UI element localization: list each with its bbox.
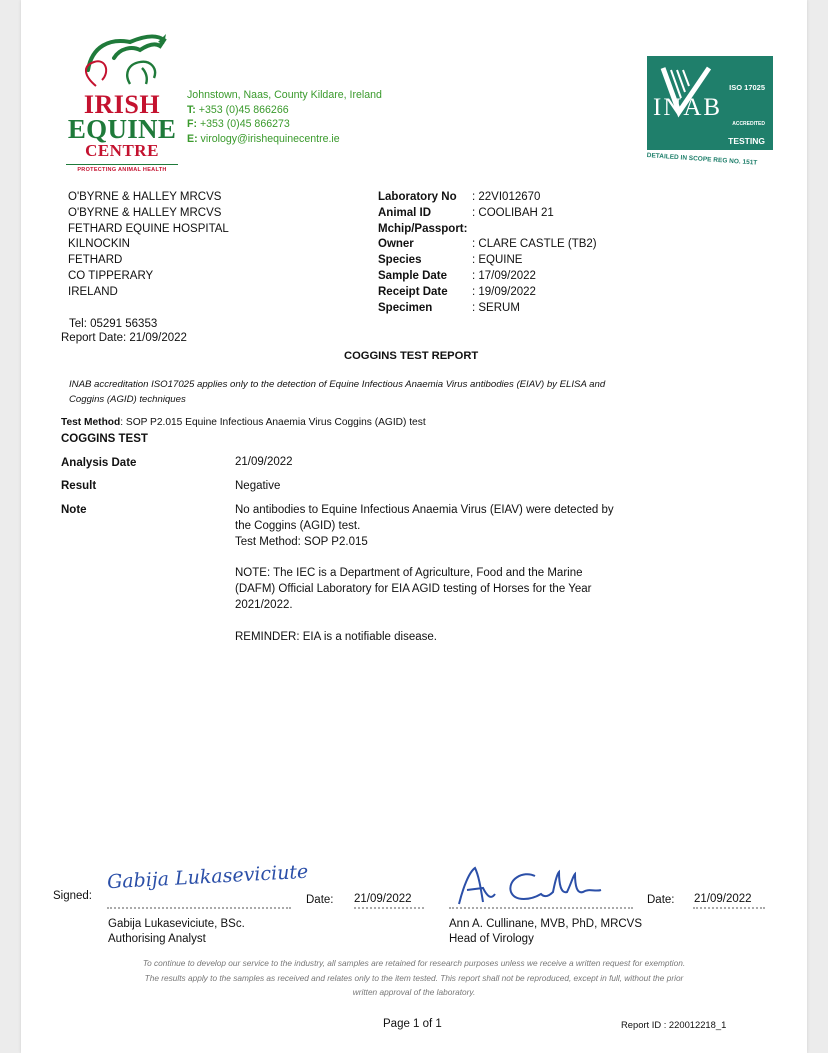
note-text	[235, 503, 614, 646]
test-method	[61, 417, 426, 428]
recipient-line: FETHARD EQUINE HOSPITAL	[68, 222, 229, 235]
page-number: Page 1 of 1	[383, 1018, 442, 1030]
signed-label: Signed:	[53, 890, 93, 902]
lab-detail-label: Animal ID	[378, 206, 432, 219]
lab-detail-value: : COOLIBAH 21	[472, 206, 554, 219]
recipient-line: FETHARD	[68, 254, 123, 267]
report-title: COGGINS TEST REPORT	[344, 350, 479, 362]
signature-cullinane	[449, 862, 609, 910]
accreditation-note	[69, 377, 605, 407]
signature-line-right	[449, 907, 633, 909]
section-title: COGGINS TEST	[61, 433, 148, 445]
report-date: Report Date: 21/09/2022	[61, 332, 187, 344]
contact-email[interactable]: virology@irishequinecentre.ie	[200, 133, 340, 146]
report-id: Report ID : 220012218_1	[621, 1019, 727, 1030]
lab-detail-row	[378, 190, 597, 206]
signer-title-left: Authorising Analyst	[108, 933, 206, 945]
inab-scope: DETAILED IN SCOPE REG NO. 151T	[646, 152, 758, 167]
lab-detail-label: Laboratory No	[378, 191, 457, 203]
contact-address: Johnstown, Naas, County Kildare, Ireland	[187, 89, 382, 101]
logo-equine: EQUINE	[67, 114, 177, 144]
disclaimer	[91, 956, 737, 1000]
inab-accredited: ACCREDITED	[732, 121, 765, 127]
lab-detail-row	[378, 253, 597, 269]
contact-fax-row	[187, 117, 382, 132]
contact-block	[187, 88, 382, 147]
note-line: Test Method: SOP P2.015	[235, 535, 368, 548]
date-line-right	[693, 907, 765, 909]
accreditation-note-line: INAB accreditation ISO17025 applies only to the detection of Equine Infectious Anaemia Virus antibodies (EIAV) by ELISA and	[69, 379, 606, 390]
note-line	[235, 550, 614, 566]
date-label-right: Date:	[647, 894, 675, 906]
inab-standard: ISO 17025	[729, 83, 765, 92]
contact-phone-row	[187, 103, 382, 118]
note-line: 2021/2022.	[235, 598, 293, 611]
note-label: Note	[61, 504, 87, 516]
test-method-label: Test Method	[61, 417, 121, 428]
note-line: REMINDER: EIA is a notifiable disease.	[235, 630, 437, 643]
lab-detail-value: : EQUINE	[472, 254, 523, 267]
date-line-left	[354, 907, 424, 909]
result-value: Negative	[235, 480, 281, 492]
inab-name: INAB	[653, 94, 723, 121]
lab-detail-value: : 22VI012670	[472, 191, 541, 203]
date-value-left: 21/09/2022	[354, 893, 412, 905]
recipient-line: O'BYRNE & HALLEY MRCVS	[68, 206, 222, 219]
iec-logo	[66, 28, 178, 178]
lab-detail-value: : SERUM	[472, 301, 520, 314]
signature-lukaseviciute: Gabija Lukaseviciute	[106, 860, 309, 894]
lab-detail-label: Sample Date	[378, 269, 448, 282]
lab-detail-row	[378, 301, 597, 317]
recipient-line: O'BYRNE & HALLEY MRCVS	[68, 191, 222, 203]
inab-accreditation-badge	[646, 56, 773, 167]
date-value-right: 21/09/2022	[694, 893, 752, 905]
contact-email-row	[187, 132, 382, 147]
email-label: E:	[187, 133, 198, 146]
lab-detail-value: : 19/09/2022	[472, 285, 536, 298]
fax-label: F:	[187, 118, 197, 131]
note-line: No antibodies to Equine Infectious Anaemia Virus (EIAV) were detected by	[235, 504, 614, 516]
recipient-line: CO TIPPERARY	[68, 269, 154, 282]
lab-detail-row	[378, 269, 597, 285]
note-line: (DAFM) Official Laboratory for EIA AGID testing of Horses for the Year	[235, 583, 592, 596]
lab-detail-row	[378, 285, 597, 301]
contact-fax: +353 (0)45 866273	[199, 118, 290, 131]
inab-testing: TESTING	[728, 136, 765, 146]
report-page	[21, 0, 807, 1053]
lab-detail-row	[378, 206, 597, 222]
analysis-date-label: Analysis Date	[61, 457, 137, 469]
signer-title-right: Head of Virology	[449, 933, 534, 945]
accreditation-note-line: Coggins (AGID) techniques	[69, 394, 186, 405]
phone-label: T:	[187, 103, 196, 116]
note-line: NOTE: The IEC is a Department of Agriculture, Food and the Marine	[235, 567, 583, 580]
lab-detail-value: : 17/09/2022	[472, 269, 536, 282]
date-label-left: Date:	[306, 894, 334, 906]
signer-name-left: Gabija Lukaseviciute, BSc.	[108, 918, 245, 930]
lab-detail-value: : CLARE CASTLE (TB2)	[472, 238, 597, 251]
note-line	[235, 614, 614, 630]
logo-irish: IRISH	[83, 90, 161, 119]
note-line: the Coggins (AGID) test.	[235, 519, 361, 532]
lab-detail-label: Species	[378, 254, 422, 267]
contact-phone: +353 (0)45 866266	[198, 103, 289, 116]
analysis-date-value: 21/09/2022	[235, 456, 293, 468]
lab-detail-label: Mchip/Passport:	[378, 222, 468, 235]
signature-line-left	[107, 907, 291, 909]
recipient-line: KILNOCKIN	[68, 238, 130, 251]
recipient-address	[68, 190, 229, 301]
test-method-value: : SOP P2.015 Equine Infectious Anaemia Virus Coggins (AGID) test	[120, 417, 426, 428]
inab-box	[647, 56, 773, 150]
result-label: Result	[61, 480, 97, 492]
horse-logo-icon	[66, 28, 178, 90]
logo-tagline: PROTECTING ANIMAL HEALTH	[66, 164, 178, 173]
lab-details	[378, 190, 597, 316]
disclaimer-line: The results apply to the samples as received and relates only to the item tested. This report shall not be reproduced, except in full, without the prior	[144, 972, 684, 983]
lab-detail-row	[378, 237, 597, 253]
lab-detail-label: Owner	[378, 238, 414, 251]
disclaimer-line: To continue to develop our service to the industry, all samples are retained for research purposes unless we receive a written request for exemption.	[142, 958, 686, 968]
signer-name-right: Ann A. Cullinane, MVB, PhD, MRCVS	[449, 918, 643, 930]
recipient-line: IRELAND	[68, 285, 118, 298]
lab-detail-row	[378, 222, 597, 238]
lab-detail-label: Specimen	[378, 301, 433, 314]
lab-detail-label: Receipt Date	[378, 285, 448, 298]
disclaimer-line: written approval of the laboratory.	[352, 987, 476, 997]
recipient-tel: Tel: 05291 56353	[69, 318, 158, 330]
logo-centre: CENTRE	[85, 141, 159, 160]
